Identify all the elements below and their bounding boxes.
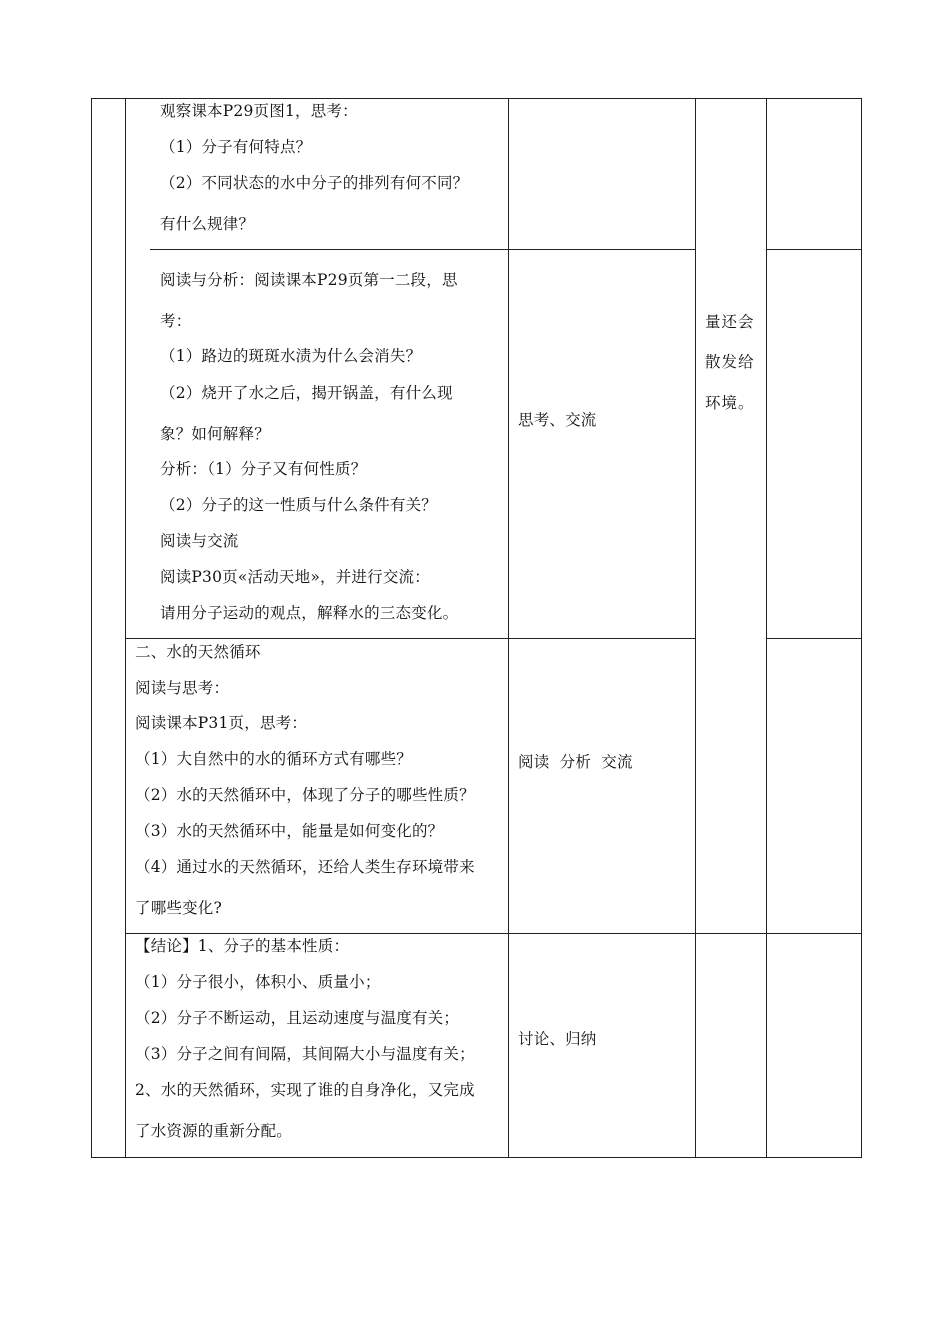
table-right-border (861, 98, 862, 1158)
row-divider-1b (766, 249, 862, 250)
content-line: （1）分子有何特点？ (160, 138, 312, 156)
content-line: （3）分子之间有间隔，其间隔大小与温度有关； (135, 1045, 475, 1063)
activity-cell: 讨论、归纳 (518, 1030, 597, 1048)
content-line: 阅读与思考： (135, 679, 230, 697)
row-divider-2b (766, 638, 862, 639)
content-line: （1）路边的斑斑水渍为什么会消失？ (160, 347, 422, 365)
content-line: 了哪些变化? (135, 899, 223, 917)
col-divider-4 (766, 98, 767, 1158)
content-line: 分析：（1）分子又有何性质？ (160, 460, 367, 478)
note-line: 散发给 (705, 353, 755, 371)
content-line: 有什么规律？ (160, 215, 255, 233)
content-line: 象？如何解释？ (160, 425, 270, 443)
content-line: 阅读与交流 (160, 532, 239, 550)
content-line: 观察课本P29页图1，思考： (160, 102, 358, 120)
row-divider-3 (125, 933, 862, 934)
content-line: 请用分子运动的观点，解释水的三态变化。 (160, 604, 459, 622)
content-line: （2）水的天然循环中，体现了分子的哪些性质？ (135, 786, 475, 804)
content-line: 阅读与分析：阅读课本P29页第一二段，思 (160, 271, 458, 289)
content-line: （1）大自然中的水的循环方式有哪些？ (135, 750, 412, 768)
col-divider-3 (695, 98, 696, 1158)
col-divider-2 (508, 98, 509, 1158)
content-line: （4）通过水的天然循环，还给人类生存环境带来 (135, 858, 475, 876)
table-top-border (91, 98, 862, 99)
activity-cell: 思考、交流 (518, 411, 597, 429)
note-line: 量还会 (705, 313, 755, 331)
content-line: （2）烧开了水之后，揭开锅盖，有什么现 (160, 384, 453, 402)
content-line: （1）分子很小，体积小、质量小； (135, 973, 381, 991)
content-line: （2）分子的这一性质与什么条件有关？ (160, 496, 437, 514)
content-line: 2、水的天然循环，实现了谁的自身净化，又完成 (135, 1081, 475, 1099)
content-line: （2）不同状态的水中分子的排列有何不同？ (160, 174, 469, 192)
conclusion-heading: 【结论】1、分子的基本性质： (135, 937, 350, 955)
content-line: 考： (160, 312, 192, 330)
table-bottom-border (91, 1157, 862, 1158)
section-heading: 二、水的天然循环 (135, 643, 261, 661)
content-line: （2）分子不断运动，且运动速度与温度有关； (135, 1009, 460, 1027)
row-divider-1a (150, 249, 695, 250)
table-left-border (91, 98, 92, 1158)
note-line: 环境。 (705, 394, 755, 412)
content-line: 了水资源的重新分配。 (135, 1122, 293, 1140)
col-divider-1 (125, 98, 126, 1158)
content-line: 阅读P30页«活动天地»，并进行交流： (160, 568, 430, 586)
content-line: 阅读课本P31页，思考： (135, 714, 308, 732)
activity-cell: 阅读 分析 交流 (518, 753, 633, 771)
content-line: （3）水的天然循环中，能量是如何变化的？ (135, 822, 444, 840)
row-divider-2a (125, 638, 695, 639)
